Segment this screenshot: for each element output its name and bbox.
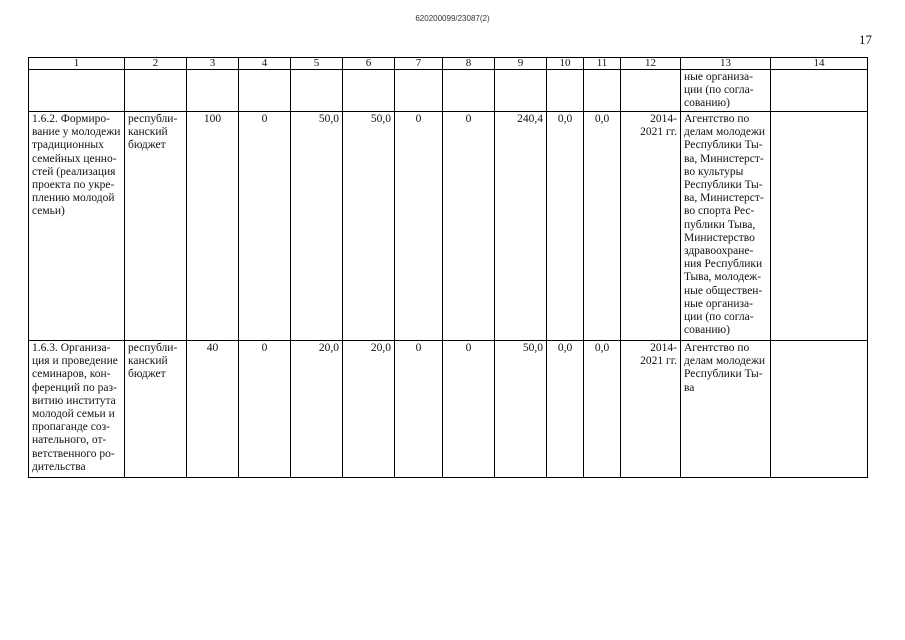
column-number-row <box>29 58 868 70</box>
table-cell <box>29 70 125 112</box>
table-cell-value: 50,0 <box>343 112 395 341</box>
table-cell <box>771 112 868 341</box>
column-number-header: 2 <box>125 58 187 70</box>
column-number-header: 11 <box>584 58 621 70</box>
table-cell-value: 0,0 <box>584 112 621 341</box>
table-row <box>29 341 868 478</box>
table-cell-value: 0,0 <box>547 112 584 341</box>
column-number-header: 8 <box>443 58 495 70</box>
table-cell-value: 0 <box>443 341 495 478</box>
column-number-header: 4 <box>239 58 291 70</box>
table-cell-source: республи- канский бюджет <box>125 341 187 478</box>
column-number-header: 1 <box>29 58 125 70</box>
table-cell-value: 40 <box>187 341 239 478</box>
table-cell-value: 0,0 <box>584 341 621 478</box>
table-cell <box>547 70 584 112</box>
page-number: 17 <box>859 32 872 47</box>
table-cell-value: 240,4 <box>495 112 547 341</box>
program-table <box>28 57 868 478</box>
column-number-header: 3 <box>187 58 239 70</box>
table-cell-value: 0 <box>239 341 291 478</box>
table-cell <box>771 341 868 478</box>
table-cell <box>621 70 681 112</box>
table-cell-executors: ные организа- ции (по согла- сованию) <box>681 70 771 112</box>
table-cell-value: 100 <box>187 112 239 341</box>
table-cell <box>771 70 868 112</box>
column-number-header: 10 <box>547 58 584 70</box>
table-cell <box>239 70 291 112</box>
table-cell-source: республи- канский бюджет <box>125 112 187 341</box>
document-id: 620200099/23087(2) <box>415 14 490 23</box>
table-cell <box>291 70 343 112</box>
table-cell-value: 50,0 <box>495 341 547 478</box>
table-cell-value: 50,0 <box>291 112 343 341</box>
table-cell-period: 2014- 2021 гг. <box>621 341 681 478</box>
table-row <box>29 112 868 341</box>
table-cell-value: 0 <box>395 112 443 341</box>
column-number-header: 12 <box>621 58 681 70</box>
table-cell-value: 0,0 <box>547 341 584 478</box>
table-cell-value: 20,0 <box>291 341 343 478</box>
column-number-header: 14 <box>771 58 868 70</box>
table-cell <box>125 70 187 112</box>
table-cell <box>495 70 547 112</box>
table-cell-executors: Агентство по делам молодежи Республики Ты- ва <box>681 341 771 478</box>
table-cell <box>584 70 621 112</box>
table-cell <box>343 70 395 112</box>
table-cell-measure: 1.6.2. Формиро- вание у молодежи традиционных семейных ценно- стей (реализация проекта по укре- плению молодой семьи) <box>29 112 125 341</box>
table-cell-executors: Агентство по делам молодежи Республики Ты- ва, Министерст- во культуры Республики Ты- ва, Министерст- во спорта Рес- публики Тыва, Министерство здравоохране- ния Республики Тыва, молодеж- ные обществен- ные организа- ции (по согла- сованию) <box>681 112 771 341</box>
table-cell-period: 2014- 2021 гг. <box>621 112 681 341</box>
column-number-header: 9 <box>495 58 547 70</box>
table-cell-value: 0 <box>239 112 291 341</box>
table-cell-measure: 1.6.3. Организа- ция и проведение семинаров, кон- ференций по раз- витию института молодой семьи и пропаганде соз- нательного, от- ветственного ро- дительства <box>29 341 125 478</box>
table-cell-value: 0 <box>443 112 495 341</box>
column-number-header: 6 <box>343 58 395 70</box>
column-number-header: 7 <box>395 58 443 70</box>
column-number-header: 5 <box>291 58 343 70</box>
column-number-header: 13 <box>681 58 771 70</box>
table-cell-value: 20,0 <box>343 341 395 478</box>
table-cell <box>443 70 495 112</box>
table-cell-value: 0 <box>395 341 443 478</box>
table-row-continuation <box>29 70 868 112</box>
table-cell <box>395 70 443 112</box>
table-cell <box>187 70 239 112</box>
